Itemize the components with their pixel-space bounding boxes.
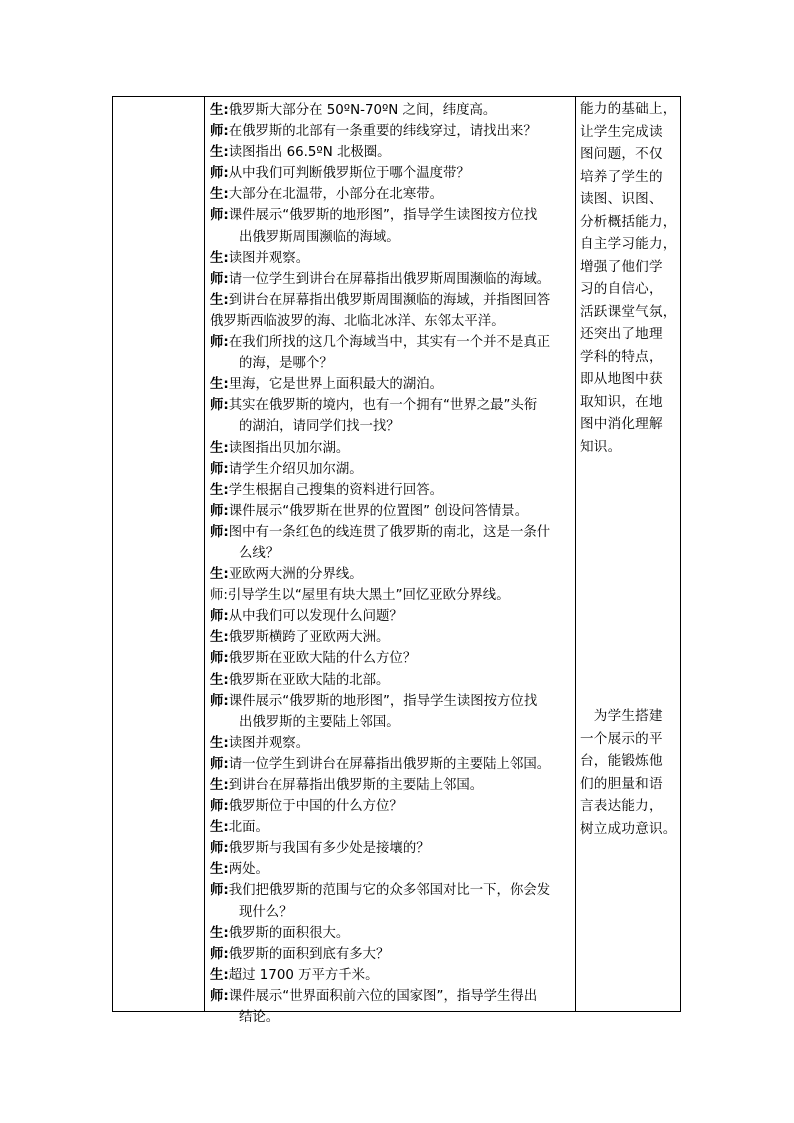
- dialogue-line: [210, 290, 576, 311]
- speaker-label: 生:: [210, 820, 229, 836]
- speaker-label: 生:: [210, 630, 229, 646]
- dialogue-line: [210, 902, 576, 923]
- speaker-label: 师:: [210, 124, 229, 140]
- speaker-label: 师:: [210, 988, 229, 1004]
- design-intent-line: 们的胆量和语: [580, 775, 663, 792]
- design-intent-line: 取知识，在地: [580, 393, 663, 410]
- dialogue-text: 现什么？: [239, 904, 293, 920]
- dialogue-line: [210, 353, 576, 374]
- speaker-label: 生:: [210, 967, 229, 983]
- design-intent-line: 树立成功意识。: [580, 820, 677, 837]
- dialogue-line: [210, 691, 576, 712]
- dialogue-text: 读图并观察。: [228, 735, 310, 751]
- design-intent-line: 让学生完成读: [580, 123, 663, 140]
- dialogue-line: [210, 670, 576, 691]
- design-intent-block-1: [580, 98, 678, 458]
- speaker-label: 师:: [210, 461, 229, 477]
- speaker-label: 师:: [210, 335, 229, 351]
- dialogue-line: [210, 838, 576, 859]
- speaker-label: 师:: [210, 609, 229, 625]
- speaker-label: 师:: [210, 208, 229, 224]
- speaker-label: 师:: [210, 166, 229, 182]
- speaker-label: 生:: [210, 778, 229, 793]
- dialogue-line: [210, 374, 576, 395]
- dialogue-text: 出俄罗斯周围濒临的海域。: [239, 229, 400, 245]
- dialogue-line: [210, 880, 576, 901]
- design-intent-line: 自主学习能力，: [580, 236, 677, 252]
- design-intent-line: 知识。: [580, 438, 622, 455]
- dialogue-text: 俄罗斯横跨了亚欧两大洲。: [228, 630, 390, 646]
- column-divider-left: [204, 97, 205, 1011]
- speaker-label: 生:: [210, 925, 229, 941]
- dialogue-line: [210, 754, 576, 775]
- dialogue-line: [210, 733, 576, 754]
- design-intent-line: 台，能锻炼他: [580, 753, 663, 769]
- dialogue-line: [210, 986, 576, 1007]
- dialogue-text: 亚欧两大洲的分界线。: [228, 567, 363, 583]
- dialogue-text: 我们把俄罗斯的范围与它的众多邻国对比一下，你会发: [228, 883, 551, 899]
- dialogue-line: [210, 923, 576, 944]
- dialogue-line: [210, 944, 576, 965]
- dialogue-line: [210, 522, 576, 543]
- dialogue-line: [210, 416, 576, 437]
- dialogue-text: 学生根据自己搜集的资料进行回答。: [228, 482, 443, 498]
- speaker-label: 生:: [210, 672, 229, 688]
- dialogue-text: 读图并观察。: [228, 250, 310, 266]
- speaker-label: 师:: [210, 588, 228, 604]
- dialogue-line: [210, 859, 576, 880]
- dialogue-line: [210, 395, 576, 416]
- speaker-label: 生:: [210, 735, 229, 751]
- speaker-label: 师:: [210, 693, 229, 709]
- dialogue-line: [210, 121, 576, 142]
- dialogue-text: 结论。: [239, 1010, 280, 1026]
- dialogue-line: [210, 564, 576, 585]
- design-intent-line: 还突出了地理: [580, 326, 663, 342]
- dialogue-text: 俄罗斯大部分在 50ºN-70ºN 之间，纬度高。: [228, 103, 497, 118]
- design-intent-line: 一个展示的平: [580, 730, 663, 747]
- dialogue-text: 北面。: [228, 820, 269, 836]
- speaker-label: 生:: [210, 250, 229, 266]
- design-intent-line: 为学生搭建: [580, 708, 663, 724]
- dialogue-line: [210, 100, 576, 121]
- dialogue-line: [210, 648, 576, 669]
- dialogue-line: [210, 965, 576, 986]
- design-intent-line: 能力的基础上，: [580, 101, 677, 117]
- speaker-label: 师:: [210, 946, 229, 962]
- dialogue-text: 请一位学生到讲台在屏幕指出俄罗斯周围濒临的海域。: [228, 271, 551, 287]
- design-intent-line: 培养了学生的: [580, 168, 663, 185]
- dialogue-text: 课件展示“俄罗斯在世界的位置图” 创设问答情景。: [228, 503, 529, 519]
- dialogue-text: 课件展示“世界面积前六位的国家图”，指导学生得出: [228, 988, 538, 1004]
- dialogue-line: [210, 775, 576, 796]
- dialogue-text: 大部分在北温带，小部分在北寒带。: [228, 187, 443, 203]
- dialogue-line: [210, 311, 576, 332]
- dialogue-text: 在我们所找的这几个海域当中，其实有一个并不是真正: [228, 335, 551, 351]
- dialogue-text: 引导学生以“屋里有块大黑土”回忆亚欧分界线。: [227, 588, 510, 604]
- dialogue-text: 俄罗斯在亚欧大陆的北部。: [228, 672, 390, 688]
- dialogue-text: 在俄罗斯的北部有一条重要的纬线穿过，请找出来？: [228, 124, 537, 140]
- speaker-label: 生:: [210, 187, 229, 203]
- speaker-label: 生:: [210, 103, 229, 118]
- design-intent-line: 图问题，不仅: [580, 146, 663, 162]
- dialogue-text: 从中我们可以发现什么问题？: [228, 609, 403, 625]
- dialogue-text: 图中有一条红色的线连贯了俄罗斯的南北，这是一条什: [228, 524, 551, 540]
- dialogue-line: [210, 1007, 576, 1028]
- speaker-label: 生:: [210, 145, 229, 161]
- speaker-label: 师:: [210, 799, 229, 815]
- speaker-label: 生:: [210, 862, 229, 878]
- dialogue-text: 课件展示“俄罗斯的地形图”，指导学生读图按方位找: [228, 693, 538, 709]
- speaker-label: 师:: [210, 398, 229, 414]
- dialogue-text: 到讲台在屏幕指出俄罗斯周围濒临的海域，并指图回答: [228, 292, 551, 308]
- dialogue-line: [210, 248, 576, 269]
- dialogue-text: 俄罗斯的面积很大。: [228, 925, 350, 941]
- speaker-label: 师:: [210, 841, 229, 857]
- design-intent-line: 习的自信心，: [580, 281, 663, 297]
- dialogue-line: [210, 438, 576, 459]
- dialogue-text: 从中我们可判断俄罗斯位于哪个温度带？: [228, 166, 470, 182]
- speaker-label: 师:: [210, 524, 229, 540]
- dialogue-line: [210, 543, 576, 564]
- dialogue-text: 超过 1700 万平方千米。: [228, 967, 379, 983]
- speaker-label: 生:: [210, 440, 229, 456]
- dialogue-line: [210, 796, 576, 817]
- speaker-label: 生:: [210, 482, 229, 498]
- dialogue-text: 俄罗斯西临波罗的海、北临北冰洋、东邻太平洋。: [210, 313, 505, 329]
- dialogue-line: [210, 817, 576, 838]
- dialogue-line: [210, 269, 576, 290]
- speaker-label: 师:: [210, 756, 229, 772]
- dialogue-text: 俄罗斯在亚欧大陆的什么方位？: [228, 651, 417, 667]
- dialogue-text: 其实在俄罗斯的境内，也有一个拥有“世界之最”头衔: [228, 398, 538, 414]
- speaker-label: 师:: [210, 651, 229, 667]
- speaker-label: 生:: [210, 567, 229, 583]
- dialogue-line: [210, 712, 576, 733]
- dialogue-line: [210, 459, 576, 480]
- dialogue-text: 里海，它是世界上面积最大的湖泊。: [228, 377, 443, 393]
- dialogue-text: 的湖泊，请同学们找一找？: [239, 419, 400, 435]
- speaker-label: 生:: [210, 292, 229, 308]
- dialogue-text: 两处。: [228, 862, 269, 878]
- dialogue-text: 请学生介绍贝加尔湖。: [228, 461, 363, 477]
- dialogue-line: [210, 480, 576, 501]
- design-intent-line: 活跃课堂气氛，: [580, 303, 677, 320]
- design-intent-block-2: [580, 705, 678, 840]
- dialogue-text: 俄罗斯位于中国的什么方位？: [228, 799, 403, 815]
- speaker-label: 生:: [210, 377, 229, 393]
- dialogue-text: 请一位学生到讲台在屏幕指出俄罗斯的主要陆上邻国。: [228, 756, 551, 772]
- dialogue-text: 么线？: [239, 545, 280, 561]
- dialogue-text: 到讲台在屏幕指出俄罗斯的主要陆上邻国。: [228, 778, 484, 793]
- dialogue-line: [210, 332, 576, 353]
- dialogue-text: 读图指出 66.5ºN 北极圈。: [228, 145, 391, 161]
- design-intent-line: 学科的特点，: [580, 348, 663, 365]
- dialogue-text: 俄罗斯与我国有多少处是接壤的？: [228, 841, 430, 857]
- dialogue-line: [210, 227, 576, 248]
- dialogue-line: [210, 606, 576, 627]
- dialogue-line: [210, 205, 576, 226]
- design-intent-line: 分析概括能力，: [580, 213, 677, 230]
- dialogue-line: [210, 501, 576, 522]
- dialogue-line: [210, 585, 576, 606]
- design-intent-line: 增强了他们学: [580, 258, 663, 275]
- design-intent-line: 即从地图中获: [580, 371, 663, 387]
- design-intent-line: 图中消化理解: [580, 416, 663, 432]
- dialogue-line: [210, 142, 576, 163]
- dialogue-line: [210, 184, 576, 205]
- dialogue-line: [210, 627, 576, 648]
- dialogue-text: 读图指出贝加尔湖。: [228, 440, 350, 456]
- teaching-dialogue-column: [210, 100, 576, 1028]
- speaker-label: 师:: [210, 503, 229, 519]
- lesson-table: [112, 96, 681, 1026]
- speaker-label: 师:: [210, 883, 229, 899]
- dialogue-text: 课件展示“俄罗斯的地形图”，指导学生读图按方位找: [228, 208, 538, 224]
- design-intent-line: 读图、识图、: [580, 191, 663, 207]
- dialogue-text: 俄罗斯的面积到底有多大？: [228, 946, 390, 962]
- dialogue-text: 出俄罗斯的主要陆上邻国。: [239, 714, 400, 730]
- dialogue-text: 的海，是哪个？: [239, 356, 333, 372]
- design-intent-line: 言表达能力，: [580, 798, 663, 814]
- speaker-label: 师:: [210, 271, 229, 287]
- dialogue-line: [210, 163, 576, 184]
